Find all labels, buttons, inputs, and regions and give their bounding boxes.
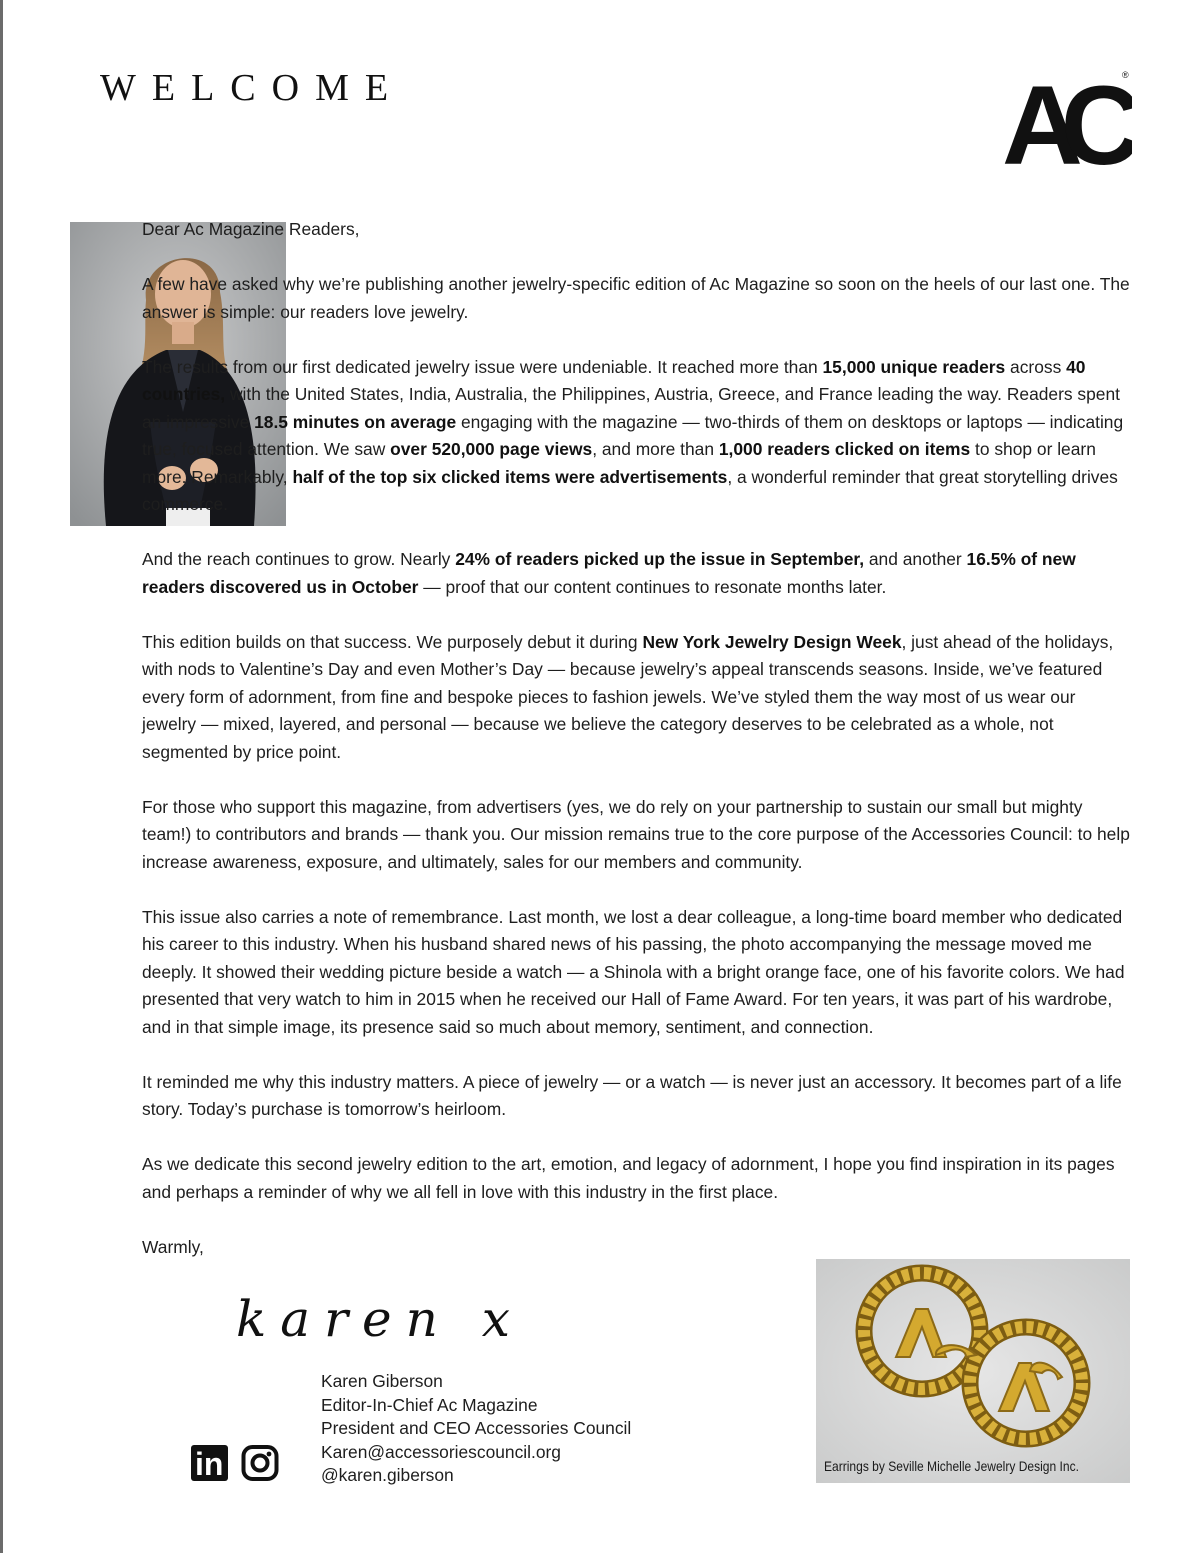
letter-body bbox=[142, 216, 1134, 1289]
stat-clicks: 1,000 readers clicked on items bbox=[718, 439, 971, 459]
photo-caption: Earrings by Seville Michelle Jewelry Design Inc. bbox=[824, 1458, 1079, 1474]
stat-october: 16.5% of new readers discovered us in October bbox=[142, 549, 1076, 597]
contact-email[interactable]: Karen@accessoriescouncil.org bbox=[321, 1441, 561, 1462]
instagram-icon[interactable] bbox=[241, 1445, 279, 1481]
paragraph-4: This edition builds on that success. We purposely debut it during New York Jewelry Design Week, just ahead of the holidays, with nods to Valentine’s Day and even Mother’s Day — because jewelry’s appeal transcends seasons. Inside, we’ve featured every form of adornment, from fine and bespoke pieces to fashion jewels. We’ve styled them the way most of us wear our jewelry — mixed, layered, and personal — because we believe the category deserves to be celebrated as a whole, not segmented by price point. bbox=[142, 631, 1114, 762]
signature bbox=[232, 1286, 592, 1352]
paragraph-6: This issue also carries a note of remembrance. Last month, we lost a dear colleague, a long-time board member who dedicated his career to this industry. When his husband shared news of his passing, the photo accompanying the message moved me deeply. It showed their wedding picture beside a watch — a Shinola with a bright orange face, one of his favorite colors. We had presented that very watch to him in 2015 when he received our Hall of Fame Award. For ten years, it was part of his wardrobe, and in that simple image, its presence said so much about memory, sentiment, and connection. bbox=[142, 906, 1125, 1037]
stat-ads: half of the top six clicked items were advertisements bbox=[292, 466, 728, 487]
ac-logo bbox=[1000, 68, 1132, 168]
paragraph-1: A few have asked why we’re publishing another jewelry-specific edition of Ac Magazine so soon on the heels of our last one. The answer is simple: our readers love jewelry. bbox=[142, 274, 1130, 322]
linkedin-icon[interactable] bbox=[191, 1445, 229, 1481]
contact-handle[interactable]: @karen.giberson bbox=[321, 1465, 454, 1486]
registered-mark: ® bbox=[1122, 70, 1129, 80]
stat-september: 24% of readers picked up the issue in September, bbox=[455, 549, 865, 569]
stat-countries: 40 countries, bbox=[142, 356, 1086, 404]
closing: Warmly, bbox=[142, 1236, 204, 1257]
contact-role: President and CEO Accessories Council bbox=[321, 1418, 632, 1439]
stat-minutes: 18.5 minutes on average bbox=[254, 411, 457, 432]
logo-letters: AC bbox=[1002, 68, 1120, 168]
page-left-border bbox=[0, 0, 3, 1553]
stat-page-views: over 520,000 page views bbox=[390, 439, 593, 459]
event-name: New York Jewelry Design Week bbox=[642, 631, 902, 652]
contact-title: Editor-In-Chief Ac Magazine bbox=[321, 1394, 538, 1415]
salutation: Dear Ac Magazine Readers, bbox=[142, 219, 360, 239]
stat-unique-readers: 15,000 unique readers bbox=[822, 356, 1006, 377]
earrings-photo bbox=[816, 1259, 1130, 1483]
paragraph-2: The results from our first dedicated jewelry issue were undeniable. It reached more than 15,000 unique readers across 40 countries, with the United States, India, Australia, the Philippines, Austria, Greece, and France leading the way. Readers spent an impressive 18.5 minutes on average engaging with the magazine — two-thirds of them on desktops or laptops — indicating true, focused attention. We saw over 520,000 page views, and more than 1,000 readers clicked on items to shop or learn more. Remarkably, half of the top six clicked items were advertisements, a wonderful reminder that great storytelling drives commerce. bbox=[142, 356, 1124, 514]
paragraph-5: For those who support this magazine, from advertisers (yes, we do rely on your partnership to sustain our small but mighty team!) to contributors and brands — thank you. Our mission remains true to the core purpose of the Accessories Council: to help increase awareness, exposure, and ultimately, sales for our members and community. bbox=[142, 796, 1130, 872]
page-title: WELCOME bbox=[100, 67, 405, 109]
signature-text: karen x bbox=[236, 1290, 524, 1348]
linkedin-icon-text: in bbox=[195, 1446, 224, 1481]
paragraph-7: It reminded me why this industry matters. A piece of jewelry — or a watch — is never just an accessory. It becomes part of a life story. Today’s purchase is tomorrow’s heirloom. bbox=[142, 1071, 1122, 1119]
contact-block bbox=[321, 1370, 631, 1488]
paragraph-3: And the reach continues to grow. Nearly 24% of readers picked up the issue in September, and another 16.5% of new readers discovered us in October — proof that our content continues to resonate months later. bbox=[142, 549, 1076, 597]
paragraph-8: As we dedicate this second jewelry edition to the art, emotion, and legacy of adornment, I hope you find inspiration in its pages and perhaps a reminder of why we all fell in love with this industry in the first place. bbox=[142, 1154, 1115, 1202]
contact-name: Karen Giberson bbox=[321, 1371, 443, 1391]
